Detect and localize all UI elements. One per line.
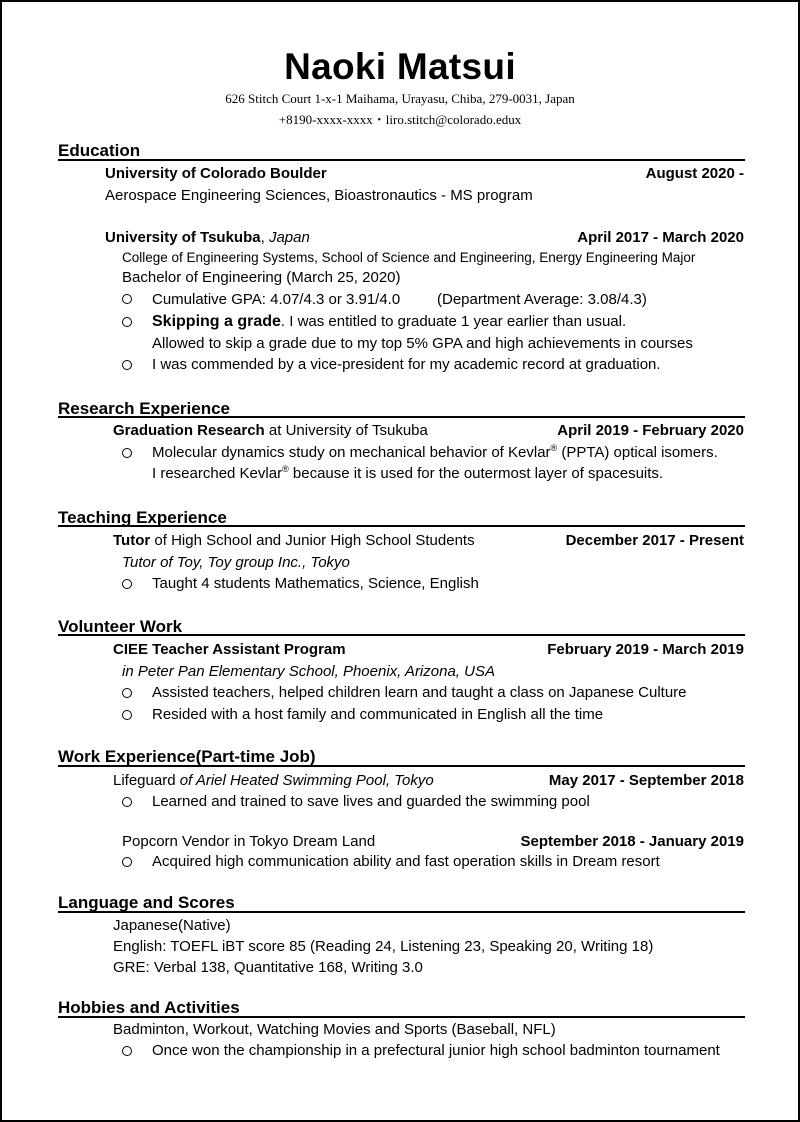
research-line-1-a: Molecular dynamics study on mechanical behavior of Kevlar: [152, 444, 551, 461]
section-rule: [58, 634, 745, 636]
commendation: I was commended by a vice-president for my academic record at graduation.: [152, 356, 661, 373]
research-line-2-a: I researched Kevlar: [152, 465, 283, 482]
hobbies-bullet: Once won the championship in a prefectural junior high school badminton tournament: [152, 1042, 720, 1059]
registered-mark: ®: [550, 443, 558, 453]
bullet-icon: [122, 579, 132, 589]
bullet-icon: [122, 448, 132, 458]
job1-date: May 2017 - September 2018: [548, 772, 744, 789]
research-line-2: [152, 465, 663, 482]
bullet-icon: [122, 1046, 132, 1056]
research-role-rest: at University of Tsukuba: [264, 422, 428, 439]
language-line-2: English: TOEFL iBT score 85 (Reading 24, Listening 23, Speaking 20, Writing 18): [113, 938, 654, 955]
volunteer-bullet-2: Resided with a host family and communicated in English all the time: [152, 706, 604, 723]
teaching-date: December 2017 - Present: [565, 532, 744, 549]
bullet-icon: [122, 294, 132, 304]
section-title-work: Work Experience(Part-time Job): [58, 747, 316, 766]
job2-bullet: Acquired high communication ability and fast operation skills in Dream resort: [152, 853, 660, 870]
skip-grade-rest: . I was entitled to graduate 1 year earlier than usual.: [280, 313, 627, 330]
bullet-icon: [122, 710, 132, 720]
section-title-language: Language and Scores: [58, 893, 235, 912]
research-line-2-b: because it is used for the outermost layer of spacesuits.: [288, 465, 664, 482]
section-rule: [58, 525, 745, 527]
research-line-1-b: (PPTA) optical isomers.: [557, 444, 718, 461]
research-date: April 2019 - February 2020: [557, 422, 744, 439]
skip-grade-bold: Skipping a grade: [152, 313, 281, 330]
hobbies-line-1: Badminton, Workout, Watching Movies and Sports (Baseball, NFL): [113, 1021, 556, 1038]
resume-name: Naoki Matsui: [284, 46, 516, 87]
teaching-role-rest: of High School and Junior High School Students: [150, 532, 475, 549]
teaching-org: Tutor of Toy, Toy group Inc., Tokyo: [122, 554, 350, 571]
teaching-role-bold: Tutor: [113, 532, 151, 549]
department-average: (Department Average: 3.08/4.3): [437, 291, 647, 308]
school-tsukuba-line: [105, 229, 310, 246]
bullet-icon: [122, 688, 132, 698]
research-line-1: [152, 444, 718, 461]
section-title-teaching: Teaching Experience: [58, 508, 227, 527]
volunteer-bullet-1: Assisted teachers, helped children learn and taught a class on Japanese Culture: [152, 684, 687, 701]
bullet-icon: [122, 797, 132, 807]
registered-mark: ®: [282, 464, 289, 474]
address: 626 Stitch Court 1-x-1 Maihama, Urayasu, Chiba, 279-0031, Japan: [225, 91, 575, 106]
language-line-1: Japanese(Native): [113, 917, 231, 934]
contact-line: +8190-xxxx-xxxx・liro.stitch@colorado.edux: [278, 112, 522, 127]
bullet-icon: [122, 317, 132, 327]
section-title-volunteer: Volunteer Work: [58, 617, 183, 636]
job1-org: of Ariel Heated Swimming Pool, Tokyo: [179, 772, 434, 789]
volunteer-role: CIEE Teacher Assistant Program: [113, 641, 346, 658]
section-rule: [58, 159, 745, 161]
teaching-role: [113, 532, 475, 549]
language-line-3: GRE: Verbal 138, Quantitative 168, Writing 3.0: [113, 959, 423, 976]
job2-role: Popcorn Vendor in Tokyo Dream Land: [122, 833, 376, 850]
job1-role: [113, 772, 434, 789]
school-tsukuba-location: Japan: [268, 229, 310, 246]
school-colorado: University of Colorado Boulder: [105, 165, 327, 182]
bullet-icon: [122, 857, 132, 867]
school-tsukuba-sep: ,: [260, 229, 269, 246]
degree-tsukuba: Bachelor of Engineering (March 25, 2020): [122, 269, 401, 286]
skip-grade-detail: Allowed to skip a grade due to my top 5% GPA and high achievements in courses: [152, 335, 693, 352]
section-rule: [58, 765, 745, 767]
program-colorado: Aerospace Engineering Sciences, Bioastronautics - MS program: [105, 187, 533, 204]
skip-grade-line: [152, 313, 626, 331]
date-colorado: August 2020 -: [645, 165, 744, 182]
volunteer-date: February 2019 - March 2019: [547, 641, 744, 658]
gpa: Cumulative GPA: 4.07/4.3 or 3.91/4.0: [152, 291, 401, 308]
section-title-education: Education: [58, 141, 141, 160]
job2-date: September 2018 - January 2019: [520, 833, 744, 850]
research-role-bold: Graduation Research: [113, 422, 265, 439]
section-title-hobbies: Hobbies and Activities: [58, 998, 240, 1017]
section-rule: [58, 1016, 745, 1018]
teaching-bullet: Taught 4 students Mathematics, Science, English: [152, 575, 479, 592]
date-tsukuba: April 2017 - March 2020: [577, 229, 744, 246]
job1-title: Lifeguard: [113, 772, 180, 789]
section-rule: [58, 911, 745, 913]
section-rule: [58, 416, 745, 418]
volunteer-org: in Peter Pan Elementary School, Phoenix, Arizona, USA: [122, 663, 495, 680]
school-tsukuba: University of Tsukuba: [105, 229, 261, 246]
job1-bullet: Learned and trained to save lives and guarded the swimming pool: [152, 793, 590, 810]
section-title-research: Research Experience: [58, 399, 230, 418]
research-role: [113, 422, 428, 439]
bullet-icon: [122, 360, 132, 370]
college-tsukuba: College of Engineering Systems, School of Science and Engineering, Energy Engineering Major: [122, 250, 696, 265]
